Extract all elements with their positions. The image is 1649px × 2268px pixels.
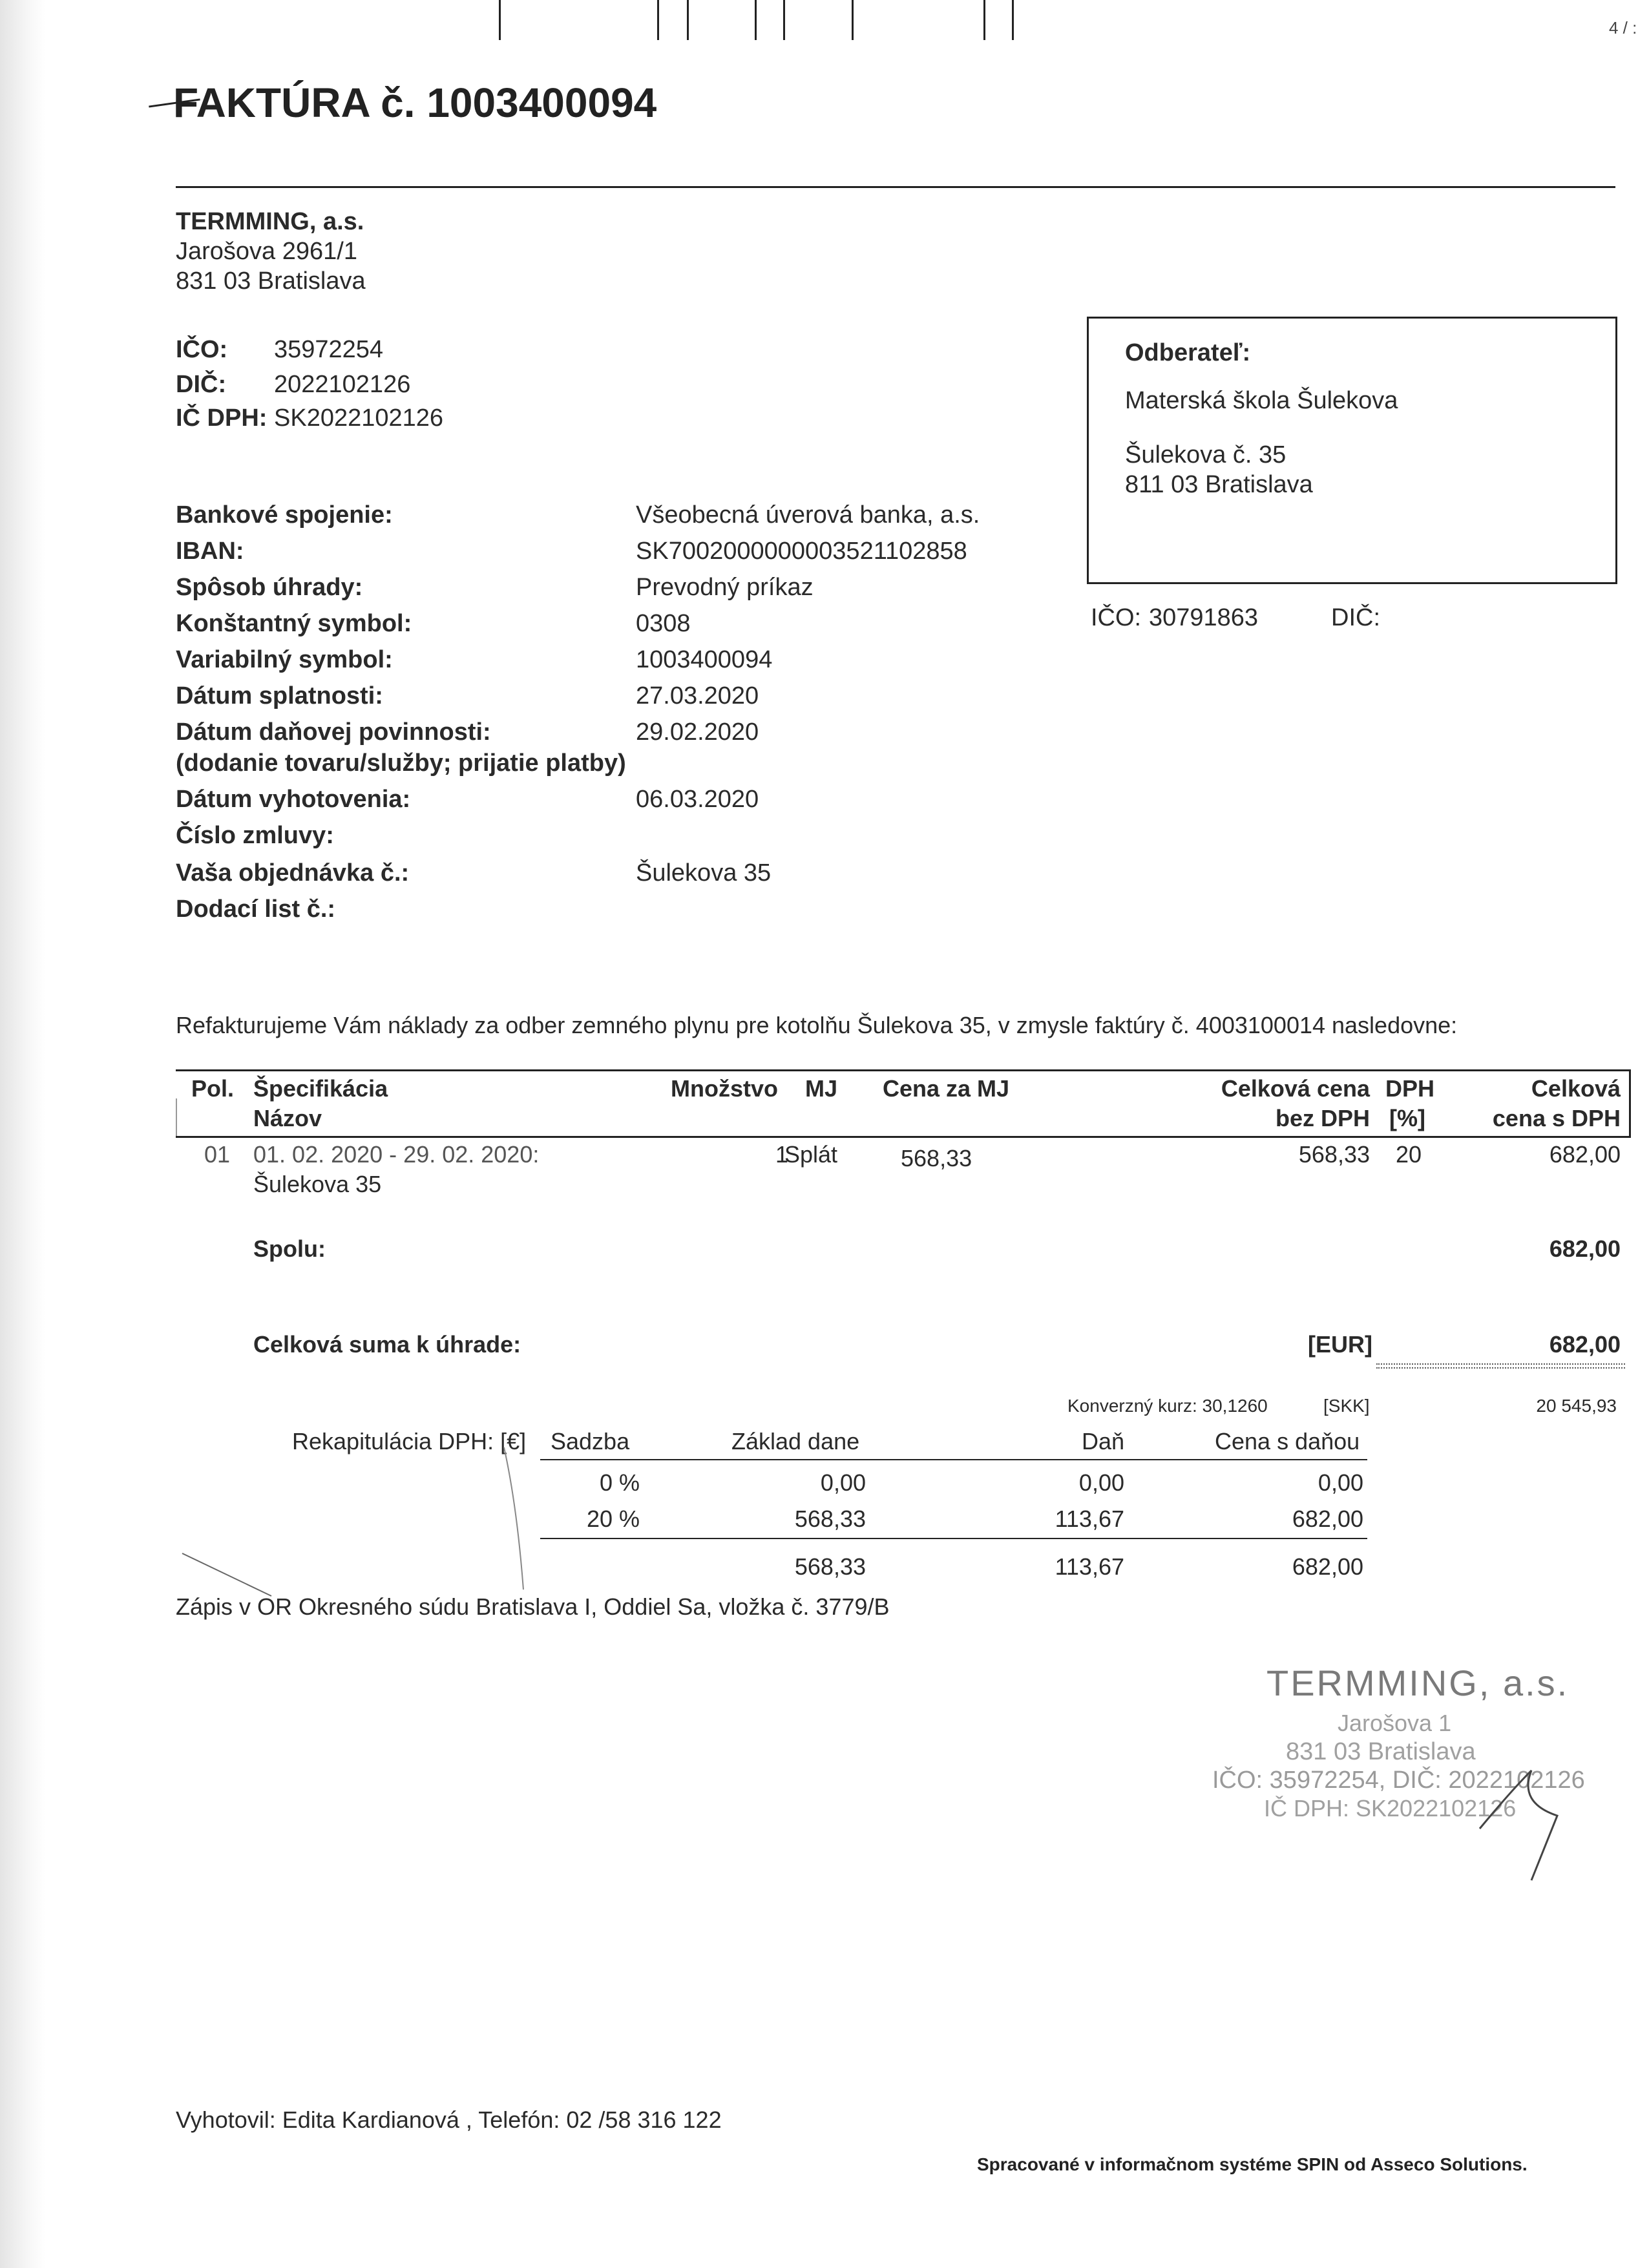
recap-rate-1: 20 %	[586, 1506, 640, 1532]
col-price: Cena za MJ	[883, 1075, 1010, 1102]
bank-value: Všeobecná úverová banka, a.s.	[636, 501, 980, 529]
col-pol: Pol.	[191, 1075, 235, 1102]
stamp-ids: IČO: 35972254, DIČ: 2022102126	[1212, 1767, 1585, 1794]
supplier-street: Jarošova 2961/1	[176, 238, 357, 265]
stamp-city: 831 03 Bratislava	[1286, 1738, 1476, 1765]
issue-date-value: 06.03.2020	[636, 786, 759, 813]
issuer-footer: Vyhotovil: Edita Kardianová , Telefón: 02 /58 316 122	[176, 2106, 722, 2133]
recap-label: Rekapitulácia DPH: [€]	[292, 1428, 527, 1454]
row-pol: 01	[204, 1141, 231, 1168]
iban-value: SK7002000000003521102858	[636, 538, 967, 565]
row-vat: 20	[1396, 1141, 1422, 1168]
stamp-street: Jarošova 1	[1338, 1710, 1452, 1736]
recap-col-gross: Cena s daňou	[1215, 1428, 1360, 1454]
col-vat: DPH	[1385, 1075, 1435, 1102]
sum-label: Spolu:	[253, 1235, 326, 1262]
payment-method-label: Spôsob úhrady:	[176, 574, 363, 601]
contract-label: Číslo zmluvy:	[176, 822, 334, 849]
constant-symbol-value: 0308	[636, 610, 691, 637]
row-price: 568,33	[901, 1145, 972, 1171]
recap-base-total: 568,33	[794, 1553, 866, 1580]
col-vat-sub: [%]	[1389, 1105, 1425, 1131]
recap-gross-1: 682,00	[1292, 1506, 1363, 1532]
recap-base-1: 568,33	[794, 1506, 866, 1532]
recap-col-rate: Sadzba	[551, 1428, 630, 1454]
recap-col-tax: Daň	[1082, 1428, 1125, 1454]
row-total: 568,33	[1298, 1141, 1370, 1168]
invoice-title: FAKTÚRA č. 1003400094	[173, 79, 657, 126]
tax-date-label: Dátum daňovej povinnosti:	[176, 719, 491, 746]
customer-ico-label: IČO:	[1091, 604, 1142, 631]
col-total: Celková cena	[1221, 1075, 1370, 1102]
col-gross-sub: cena s DPH	[1492, 1105, 1621, 1131]
grand-total-label: Celková suma k úhrade:	[253, 1331, 521, 1358]
supplier-icdph: SK2022102126	[274, 404, 444, 432]
recap-tax-1: 113,67	[1055, 1506, 1124, 1532]
order-value: Šulekova 35	[636, 859, 772, 887]
supplier-icdph-label: IČ DPH:	[176, 404, 268, 432]
col-total-sub: bez DPH	[1275, 1105, 1370, 1131]
supplier-city: 831 03 Bratislava	[176, 268, 366, 295]
row-qty: 1	[775, 1141, 788, 1168]
recap-tax-total: 113,67	[1055, 1553, 1124, 1580]
recap-rate-0: 0 %	[599, 1469, 640, 1496]
stamp-vat: IČ DPH: SK2022102126	[1264, 1795, 1517, 1822]
supplier-name: TERMMING, a.s.	[176, 208, 364, 235]
recap-tax-0: 0,00	[1078, 1469, 1124, 1496]
conversion-currency: [SKK]	[1323, 1396, 1370, 1416]
recap-gross-total: 682,00	[1292, 1553, 1363, 1580]
payment-method-value: Prevodný príkaz	[636, 574, 814, 601]
variable-symbol-value: 1003400094	[636, 646, 773, 673]
customer-street: Šulekova č. 35	[1125, 441, 1287, 468]
customer-city: 811 03 Bratislava	[1125, 471, 1313, 498]
page-number: 4 / :	[1609, 18, 1637, 37]
col-gross: Celková	[1531, 1075, 1621, 1102]
issue-date-label: Dátum vyhotovenia:	[176, 786, 411, 813]
recap-col-base: Základ dane	[731, 1428, 860, 1454]
row-unit: Splát	[784, 1141, 838, 1168]
customer-label: Odberateľ:	[1125, 339, 1251, 366]
row-spec: 01. 02. 2020 - 29. 02. 2020:	[253, 1141, 540, 1168]
supplier-dic: 2022102126	[274, 371, 411, 398]
system-footer: Spracované v informačnom systéme SPIN od Asseco Solutions.	[977, 2154, 1528, 2174]
supplier-dic-label: DIČ:	[176, 371, 227, 398]
supplier-ico-label: IČO:	[176, 336, 228, 363]
col-unit: MJ	[805, 1075, 838, 1102]
grand-total-value: 682,00	[1549, 1331, 1621, 1358]
order-label: Vaša objednávka č.:	[176, 859, 410, 887]
signature	[1460, 1745, 1590, 1887]
conversion-value: 20 545,93	[1536, 1396, 1617, 1416]
variable-symbol-label: Variabilný symbol:	[176, 646, 393, 673]
bank-label: Bankové spojenie:	[176, 501, 393, 529]
tax-date-value: 29.02.2020	[636, 719, 759, 746]
recap-gross-0: 0,00	[1318, 1469, 1363, 1496]
col-spec: Špecifikácia	[253, 1075, 388, 1102]
row-name: Šulekova 35	[253, 1171, 382, 1197]
col-qty: Množstvo	[671, 1075, 778, 1102]
sum-value: 682,00	[1549, 1235, 1621, 1262]
grand-total-currency: [EUR]	[1308, 1331, 1372, 1358]
iban-label: IBAN:	[176, 538, 244, 565]
stamp-name: TERMMING, a.s.	[1266, 1663, 1570, 1703]
due-date-value: 27.03.2020	[636, 682, 759, 709]
tax-date-note: (dodanie tovaru/služby; prijatie platby)	[176, 750, 626, 777]
conversion-rate: Konverzný kurz: 30,1260	[1067, 1396, 1268, 1416]
registry-note: Zápis v OR Okresného súdu Bratislava I, Oddiel Sa, vložka č. 3779/B	[176, 1593, 890, 1620]
constant-symbol-label: Konštantný symbol:	[176, 610, 412, 637]
due-date-label: Dátum splatnosti:	[176, 682, 383, 709]
customer-ico: 30791863	[1149, 604, 1259, 631]
delivery-note-label: Dodací list č.:	[176, 896, 336, 923]
col-name: Názov	[253, 1105, 322, 1131]
row-gross: 682,00	[1549, 1141, 1621, 1168]
customer-name: Materská škola Šulekova	[1125, 387, 1398, 414]
recap-base-0: 0,00	[820, 1469, 866, 1496]
intro-text: Refakturujeme Vám náklady za odber zemného plynu pre kotolňu Šulekova 35, v zmysle faktúry č. 4003100014 nasledovne:	[176, 1012, 1458, 1038]
supplier-ico: 35972254	[274, 336, 384, 363]
customer-dic-label: DIČ:	[1331, 604, 1380, 631]
